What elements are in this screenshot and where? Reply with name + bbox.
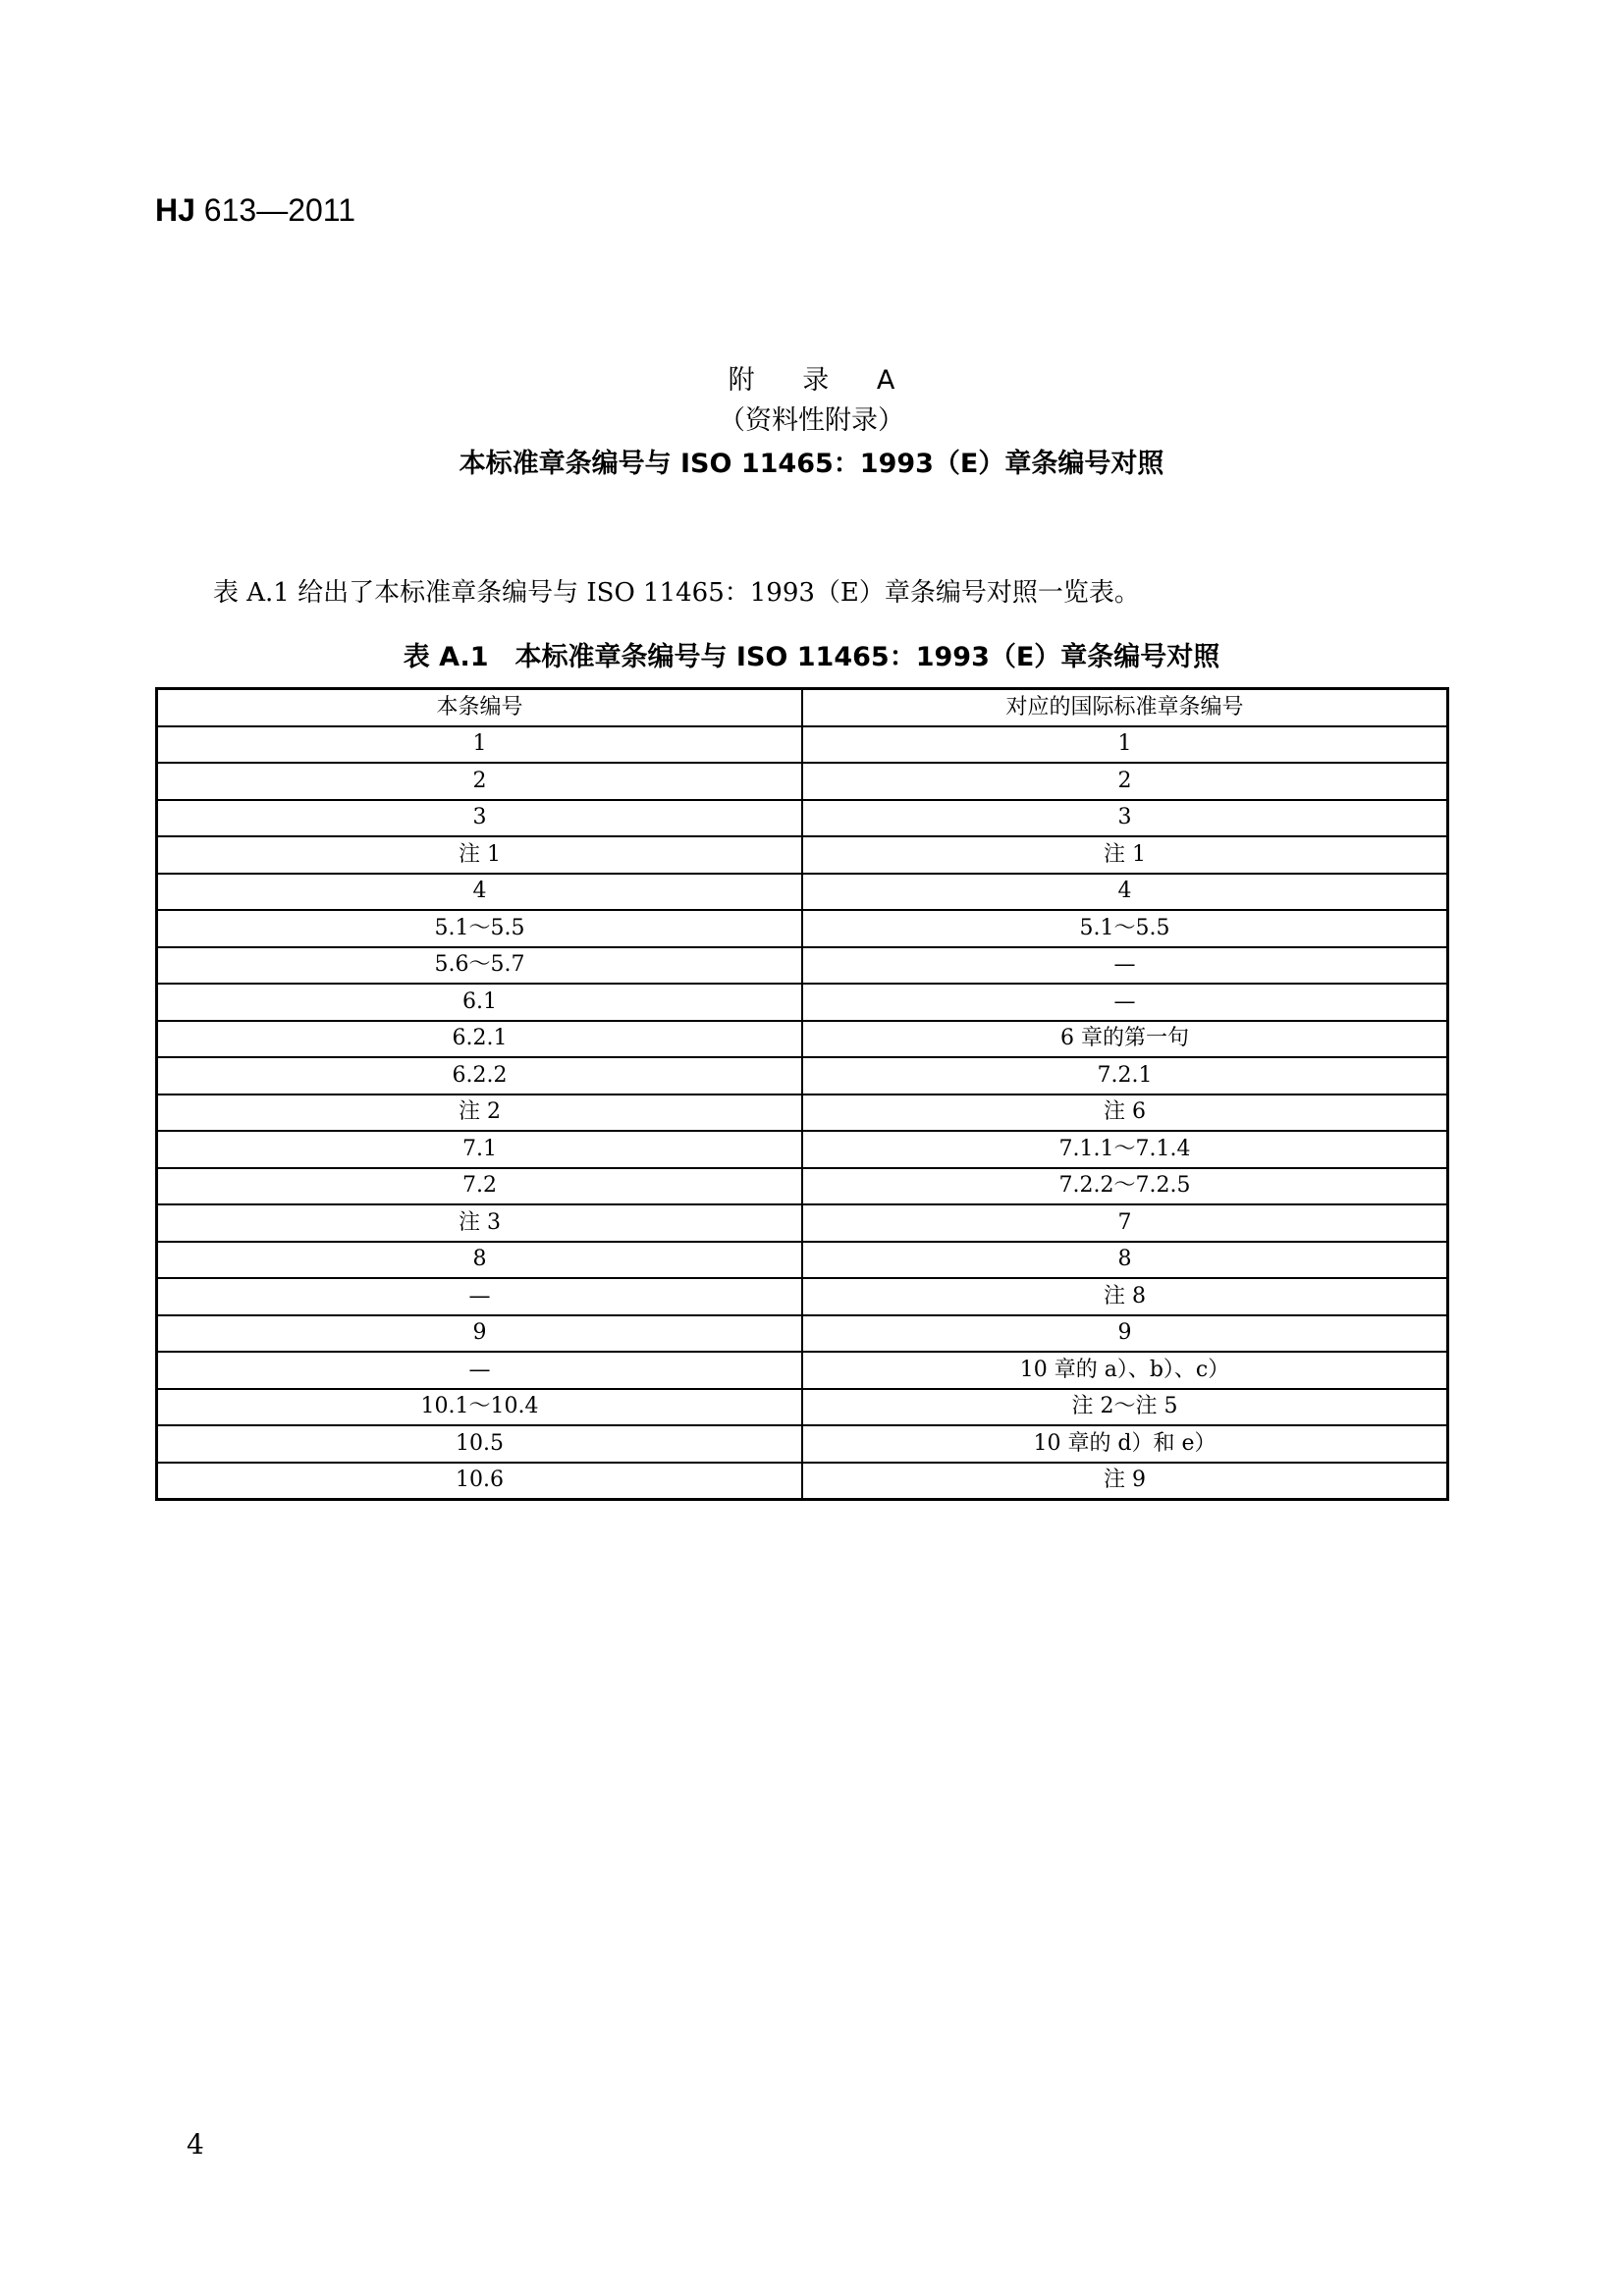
cell-iso-standard: 注 9 [802,1463,1448,1500]
table-row [157,800,1448,837]
table-row [157,1021,1448,1058]
cell-iso-standard: 6 章的第一句 [802,1021,1448,1058]
cell-iso-standard: 3 [802,800,1448,837]
table-header-row [157,689,1448,726]
table-row [157,1095,1448,1132]
cell-this-standard: 7.1 [157,1131,803,1168]
cell-iso-standard: — [802,947,1448,985]
table-body [157,726,1448,1500]
table-row [157,1057,1448,1095]
table-row [157,1131,1448,1168]
standard-code-prefix: HJ [155,192,195,228]
cell-iso-standard: 7.2.1 [802,1057,1448,1095]
comparison-table [155,687,1449,1501]
table-row [157,726,1448,764]
table-row [157,1204,1448,1242]
table-caption: 表 A.1 本标准章条编号与 ISO 11465：1993（E）章条编号对照 [403,642,1220,672]
cell-this-standard: — [157,1352,803,1389]
cell-iso-standard: 注 1 [802,836,1448,874]
cell-iso-standard: 7.2.2～7.2.5 [802,1168,1448,1205]
page-number: 4 [187,2128,204,2161]
cell-iso-standard: — [802,984,1448,1021]
cell-this-standard: 注 1 [157,836,803,874]
cell-this-standard: 9 [157,1315,803,1353]
table-row [157,947,1448,985]
table-row [157,1352,1448,1389]
cell-this-standard: 6.1 [157,984,803,1021]
table-row [157,874,1448,911]
cell-this-standard: 注 3 [157,1204,803,1242]
cell-this-standard: 10.5 [157,1425,803,1463]
table-row [157,910,1448,947]
cell-this-standard: 注 2 [157,1095,803,1132]
standard-code [155,194,355,226]
cell-iso-standard: 9 [802,1315,1448,1353]
table-row [157,1425,1448,1463]
cell-iso-standard: 4 [802,874,1448,911]
cell-iso-standard: 8 [802,1242,1448,1279]
cell-iso-standard: 7.1.1～7.1.4 [802,1131,1448,1168]
cell-this-standard: 2 [157,763,803,800]
appendix-title: 附 录 A [728,365,915,396]
cell-iso-standard: 注 8 [802,1278,1448,1315]
cell-this-standard: 5.6～5.7 [157,947,803,985]
table-row [157,1278,1448,1315]
cell-this-standard: 4 [157,874,803,911]
cell-this-standard: 3 [157,800,803,837]
table-row [157,1242,1448,1279]
cell-this-standard: 10.1～10.4 [157,1389,803,1426]
cell-this-standard: — [157,1278,803,1315]
cell-iso-standard: 10 章的 d）和 e） [802,1425,1448,1463]
cell-this-standard: 1 [157,726,803,764]
cell-iso-standard: 1 [802,726,1448,764]
column-header-this-standard: 本条编号 [157,689,803,726]
appendix-heading: 本标准章条编号与 ISO 11465：1993（E）章条编号对照 [459,449,1164,479]
appendix-subtitle: （资料性附录） [719,405,904,436]
cell-iso-standard: 2 [802,763,1448,800]
table-row [157,984,1448,1021]
cell-iso-standard: 注 2～注 5 [802,1389,1448,1426]
standard-code-number: 613—2011 [194,192,355,228]
cell-iso-standard: 5.1～5.5 [802,910,1448,947]
cell-this-standard: 6.2.2 [157,1057,803,1095]
cell-this-standard: 6.2.1 [157,1021,803,1058]
table-row [157,1463,1448,1500]
cell-iso-standard: 注 6 [802,1095,1448,1132]
cell-this-standard: 5.1～5.5 [157,910,803,947]
table-row [157,1315,1448,1353]
cell-iso-standard: 10 章的 a）、b）、c） [802,1352,1448,1389]
column-header-iso-standard: 对应的国际标准章条编号 [802,689,1448,726]
table-row [157,1389,1448,1426]
cell-this-standard: 8 [157,1242,803,1279]
cell-this-standard: 7.2 [157,1168,803,1205]
table-row [157,763,1448,800]
table-row [157,836,1448,874]
table-row [157,1168,1448,1205]
cell-iso-standard: 7 [802,1204,1448,1242]
intro-paragraph: 表 A.1 给出了本标准章条编号与 ISO 11465：1993（E）章条编号对照一览表。 [213,578,1140,608]
appendix-header [0,361,1623,487]
cell-this-standard: 10.6 [157,1463,803,1500]
